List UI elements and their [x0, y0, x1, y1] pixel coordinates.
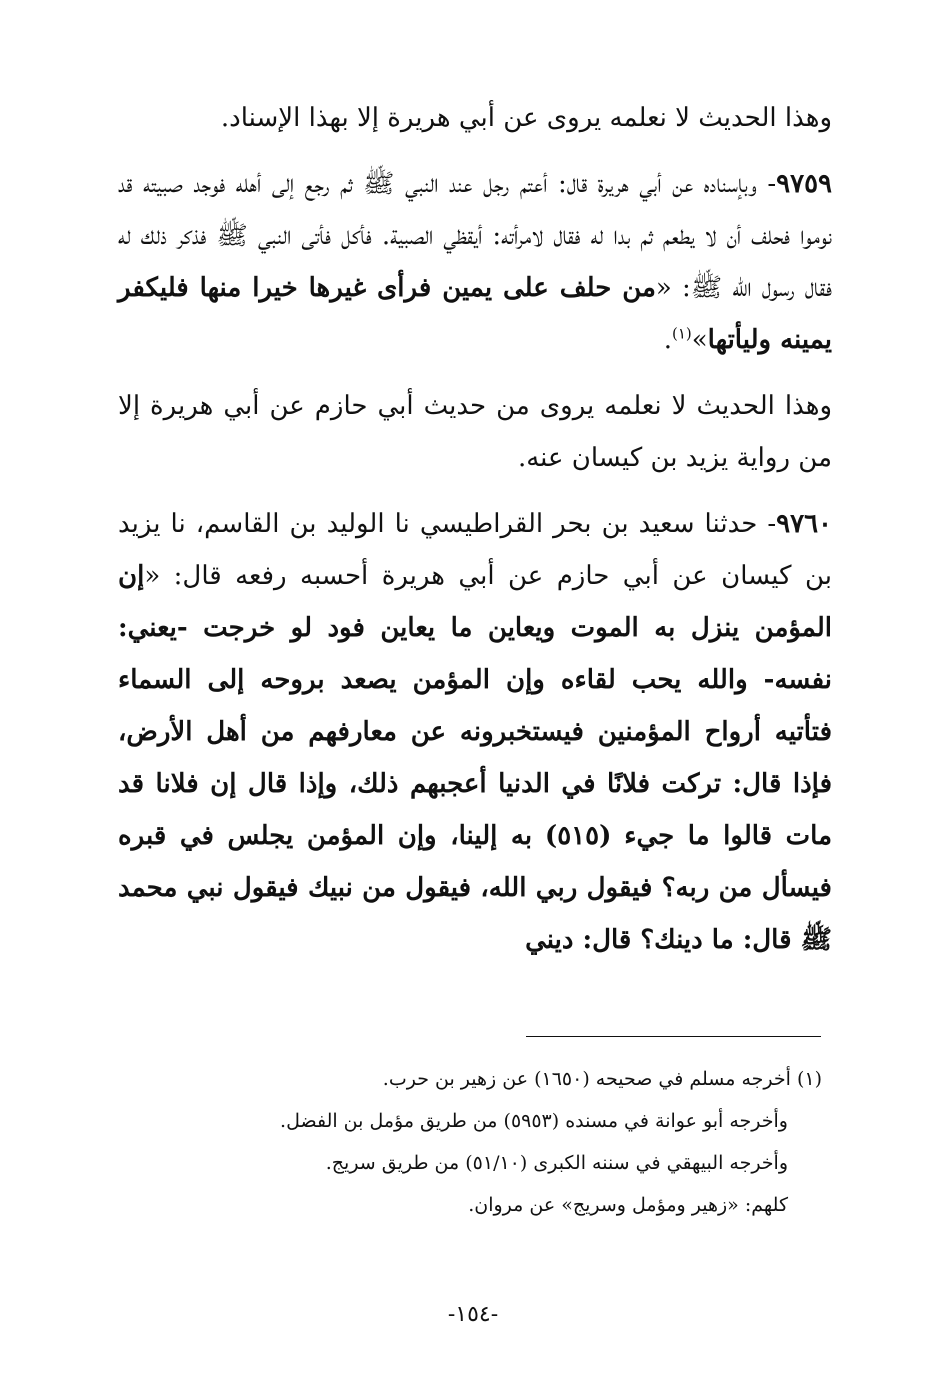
- hadith-9760: [118, 498, 832, 966]
- commentary-text: وهذا الحديث لا نعلمه يروى من حديث أبي حازم عن أبي هريرة إلا من رواية يزيد بن كيسان عنه.: [118, 391, 832, 473]
- hadith-matn: إن المؤمن ينزل به الموت ويعاين ما يعاين فود لو خرجت -يعني: نفسه- والله يحب لقاءه وإن المؤمن يصعد بروحه إلى السماء فتأتيه أرواح المؤمنين فيستخبرونه عن معارفهم من أهل الأرض، فإذا قال: تركت فلانًا في الدنيا أعجبهم ذلك، وإذا قال إن فلانا قد مات قالوا ما جيء: [118, 561, 833, 851]
- footnote-line: كلهم: «زهير ومؤمل وسريج» عن مروان.: [468, 1194, 788, 1216]
- footnote-reference[interactable]: (١): [671, 324, 692, 343]
- hadith-9759: [118, 158, 832, 366]
- page-number: -١٥٤-: [447, 1302, 499, 1327]
- footnote-1: (١) أخرجه مسلم في صحيحه (١٦٥٠) عن زهير بن حرب.: [382, 1068, 822, 1090]
- hadith-matn-continued: به إلينا، وإن المؤمن يجلس في قبره فيسأل من ربه؟ فيقول ربي الله، فيقول من نبيك فيقول نبي محمد ﷺ قال: ما دينك؟ قال: ديني: [118, 821, 832, 955]
- sentence-end: .: [663, 325, 672, 355]
- hadith-isnad: - وبإسناده عن أبي هريرة قال: أعتم رجل عند النبي ﷺ ثم رجع إلى أهله فوجد صبيته قد نوموا فحلف أن لا يطعم ثم بدا له فقال لامرأته: أيقظي الصبية. فأكل فأتى النبي ﷺ فذكر ذلك له فقال رسول الله ﷺ: «: [118, 169, 832, 303]
- hadith-matn: من حلف على يمين فرأى غيرها خيرا منها فليكفر يمينه وليأتها: [118, 273, 832, 355]
- footnote-separator: [526, 1036, 821, 1037]
- main-text: [118, 92, 832, 980]
- quote-close: »: [691, 325, 708, 355]
- page-marker: (٥١٥): [544, 821, 612, 851]
- hadith-number: ٩٧٥٩: [776, 169, 832, 199]
- closing-remark-text: وهذا الحديث لا نعلمه يروى عن أبي هريرة إلا بهذا الإسناد.: [220, 103, 832, 133]
- footnote-line: وأخرجه البيهقي في سننه الكبرى (٥١/١٠) من طريق سريج.: [325, 1152, 788, 1174]
- closing-remark-paragraph: [118, 92, 832, 144]
- footnotes: [200, 1058, 822, 1226]
- hadith-number: ٩٧٦٠: [776, 509, 832, 539]
- commentary-paragraph: [118, 380, 832, 484]
- hadith-isnad: - حدثنا سعيد بن بحر القراطيسي نا الوليد بن القاسم، نا يزيد بن كيسان عن أبي حازم عن أبي هريرة أحسبه رفعه قال: «: [118, 509, 832, 591]
- footnote-line: وأخرجه أبو عوانة في مسنده (٥٩٥٣) من طريق مؤمل بن الفضل.: [280, 1110, 788, 1132]
